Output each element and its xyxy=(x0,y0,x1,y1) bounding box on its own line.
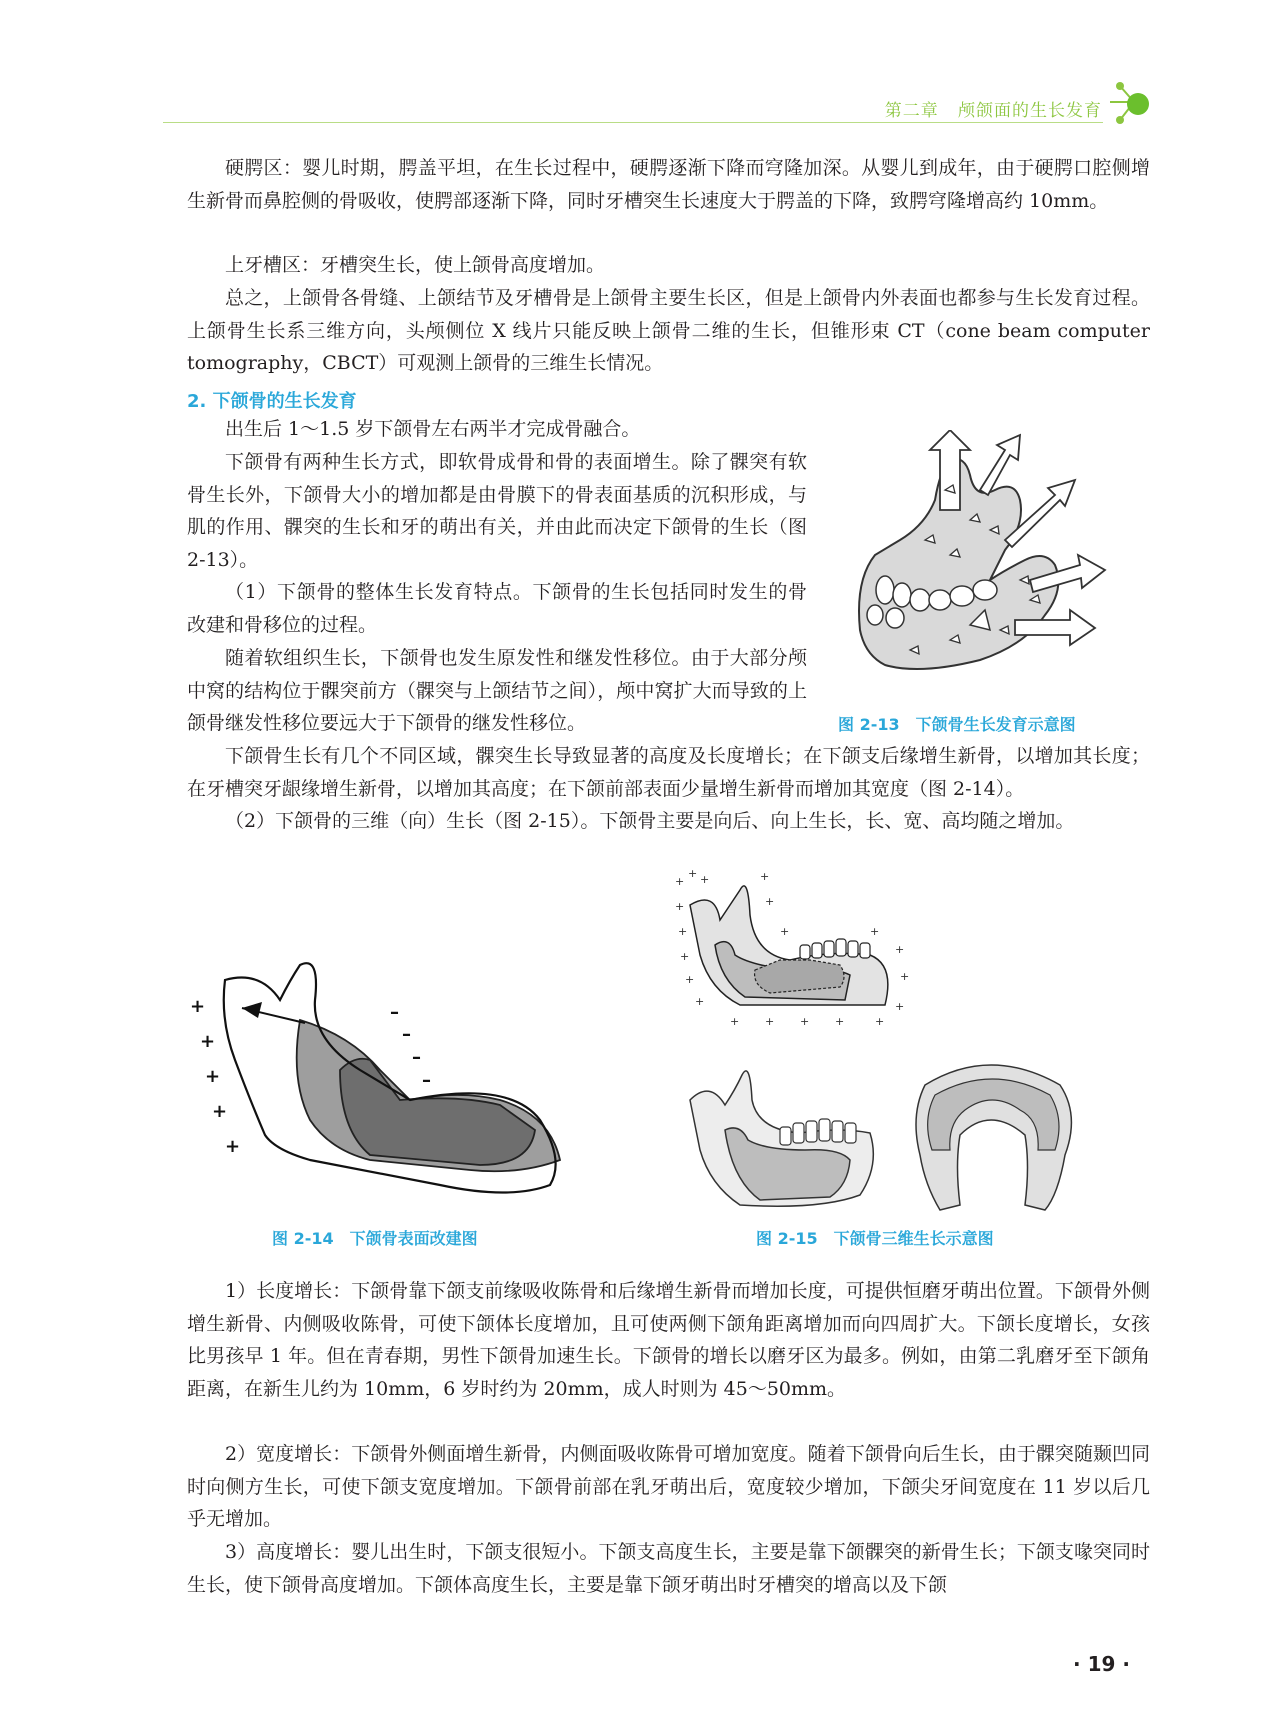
svg-text:+: + xyxy=(780,925,790,938)
svg-text:+: + xyxy=(675,875,685,888)
svg-text:+: + xyxy=(895,943,905,956)
paragraph-length-growth: 1）长度增长：下颌骨靠下颌支前缘吸收陈骨和后缘增生新骨而增加长度，可提供恒磨牙萌出位置。下颌骨外侧增生新骨、内侧吸收陈骨，可使下颌体长度增加，且可使两侧下颌角距离增加而向四周扩大。下颌长度增长，女孩比男孩早 1 年。但在青春期，男性下颌骨加速生长。下颌骨的增长以磨牙区为最多。例如，由第二乳磨牙至下颌角距离，在新生儿约为 10mm，6 岁时约为 20mm，成人时则为 45～50mm。 xyxy=(187,1280,1150,1400)
paragraph-height-growth: 3）高度增长：婴儿出生时，下颌支很短小。下颌支高度生长，主要是靠下颌髁突的新骨生长；下颌支喙突同时生长，使下颌骨高度增加。下颌体高度生长，主要是靠下颌牙萌出时牙槽突的增高以及下颌 xyxy=(187,1541,1150,1596)
figure-2-15-caption: 图 2-15 下颌骨三维生长示意图 xyxy=(756,1229,994,1248)
chapter-number: 第二章 xyxy=(884,101,939,121)
figure-2-13-caption: 图 2-13 下颌骨生长发育示意图 xyxy=(838,715,1076,734)
svg-text:+: + xyxy=(895,1000,905,1013)
paragraph-upper-alveolar: 上牙槽区：牙槽突生长，使上颌骨高度增加。 xyxy=(225,254,606,276)
fig15-occlusal-view xyxy=(916,1065,1071,1210)
paragraph-displacement: 随着软组织生长，下颌骨也发生原发性和继发性移位。由于大部分颅中窝的结构位于髁突前方（髁突与上颌结节之间），颅中窝扩大而导致的上颌骨继发性移位要远大于下颌骨的继发性移位。 xyxy=(187,647,807,734)
paragraph-maxilla-summary: 总之，上颌骨各骨缝、上颌结节及牙槽骨是上颌骨主要生长区，但是上颌骨内外表面也都参与生长发育过程。上颌骨生长系三维方向，头颅侧位 X 线片只能反映上颌骨二维的生长，但锥形束 CT（cone beam computer tomography，CBCT）可观测上颌骨的三维生长情况。 xyxy=(187,287,1150,374)
fig14-minus-mark: – xyxy=(412,1047,421,1068)
fig14-plus-mark: + xyxy=(205,1066,221,1087)
section-heading-mandible: 2. 下颌骨的生长发育 xyxy=(187,391,357,412)
fig14-plus-mark: + xyxy=(212,1101,228,1122)
running-header xyxy=(885,96,1102,121)
paragraph-growth-regions: 下颌骨生长有几个不同区域，髁突生长导致显著的高度及长度增长；在下颌支后缘增生新骨，以增加其长度；在牙槽突牙龈缘增生新骨，以增加其高度；在下颌前部表面少量增生新骨而增加其宽度（图 2-14）。 xyxy=(187,745,1150,800)
svg-text:+: + xyxy=(870,925,880,938)
paragraph-width-growth: 2）宽度增长：下颌骨外侧面增生新骨，内侧面吸收陈骨可增加宽度。随着下颌骨向后生长，由于髁突随颞凹同时向侧方生长，可使下颌支宽度增加。下颌骨前部在乳牙萌出后，宽度较少增加，下颌尖牙间宽度在 11 岁以后几乎无增加。 xyxy=(187,1443,1150,1530)
paragraph-bone-fusion: 出生后 1～1.5 岁下颌骨左右两半才完成骨融合。 xyxy=(225,418,641,440)
page-number: · 19 · xyxy=(1073,1652,1130,1676)
fig14-minus-mark: – xyxy=(422,1070,431,1091)
svg-text:+: + xyxy=(688,867,698,880)
svg-text:+: + xyxy=(765,895,775,908)
svg-text:+: + xyxy=(875,1015,885,1028)
fig14-plus-mark: + xyxy=(190,996,206,1017)
fig15-top-lateral-view xyxy=(675,867,909,1028)
svg-text:+: + xyxy=(900,970,910,983)
figure-2-15-3d-growth xyxy=(670,865,1110,1225)
fig14-minus-mark: – xyxy=(402,1024,411,1045)
svg-text:+: + xyxy=(680,950,690,963)
paragraph-3d-growth: （2）下颌骨的三维（向）生长（图 2-15）。下颌骨主要是向后、向上生长，长、宽、高均随之增加。 xyxy=(225,810,1075,832)
svg-text:+: + xyxy=(678,925,688,938)
fig14-plus-mark: + xyxy=(225,1136,241,1157)
paragraph-growth-modes: 下颌骨有两种生长方式，即软骨成骨和骨的表面增生。除了髁突有软骨生长外，下颌骨大小的增加都是由骨膜下的骨表面基质的沉积形成，与肌的作用、髁突的生长和牙的萌出有关，并由此而决定下颌骨的生长（图 2-13）。 xyxy=(187,451,807,571)
figure-2-14-caption: 图 2-14 下颌骨表面改建图 xyxy=(272,1229,478,1248)
svg-text:+: + xyxy=(700,873,710,886)
svg-text:+: + xyxy=(695,995,705,1008)
figure-2-14-surface-remodeling xyxy=(180,960,620,1220)
chapter-title: 颅颌面的生长发育 xyxy=(958,101,1102,121)
fig15-bottom-lateral-view xyxy=(690,1071,873,1206)
figure-2-13-mandible-growth xyxy=(830,430,1110,700)
molecule-icon xyxy=(1108,80,1158,130)
svg-text:+: + xyxy=(760,870,770,883)
fig14-plus-mark: + xyxy=(200,1031,216,1052)
fig14-minus-mark: – xyxy=(390,1002,399,1023)
svg-text:+: + xyxy=(765,1015,775,1028)
paragraph-overall-growth: （1）下颌骨的整体生长发育特点。下颌骨的生长包括同时发生的骨改建和骨移位的过程。 xyxy=(187,581,807,636)
header-rule xyxy=(163,122,1103,123)
svg-text:+: + xyxy=(800,1015,810,1028)
svg-text:+: + xyxy=(730,1015,740,1028)
svg-text:+: + xyxy=(675,900,685,913)
svg-text:+: + xyxy=(835,1015,845,1028)
paragraph-hard-palate: 硬腭区：婴儿时期，腭盖平坦，在生长过程中，硬腭逐渐下降而穹隆加深。从婴儿到成年，由于硬腭口腔侧增生新骨而鼻腔侧的骨吸收，使腭部逐渐下降，同时牙槽突生长速度大于腭盖的下降，致腭穹隆增高约 10mm。 xyxy=(187,157,1150,212)
svg-text:+: + xyxy=(685,973,695,986)
